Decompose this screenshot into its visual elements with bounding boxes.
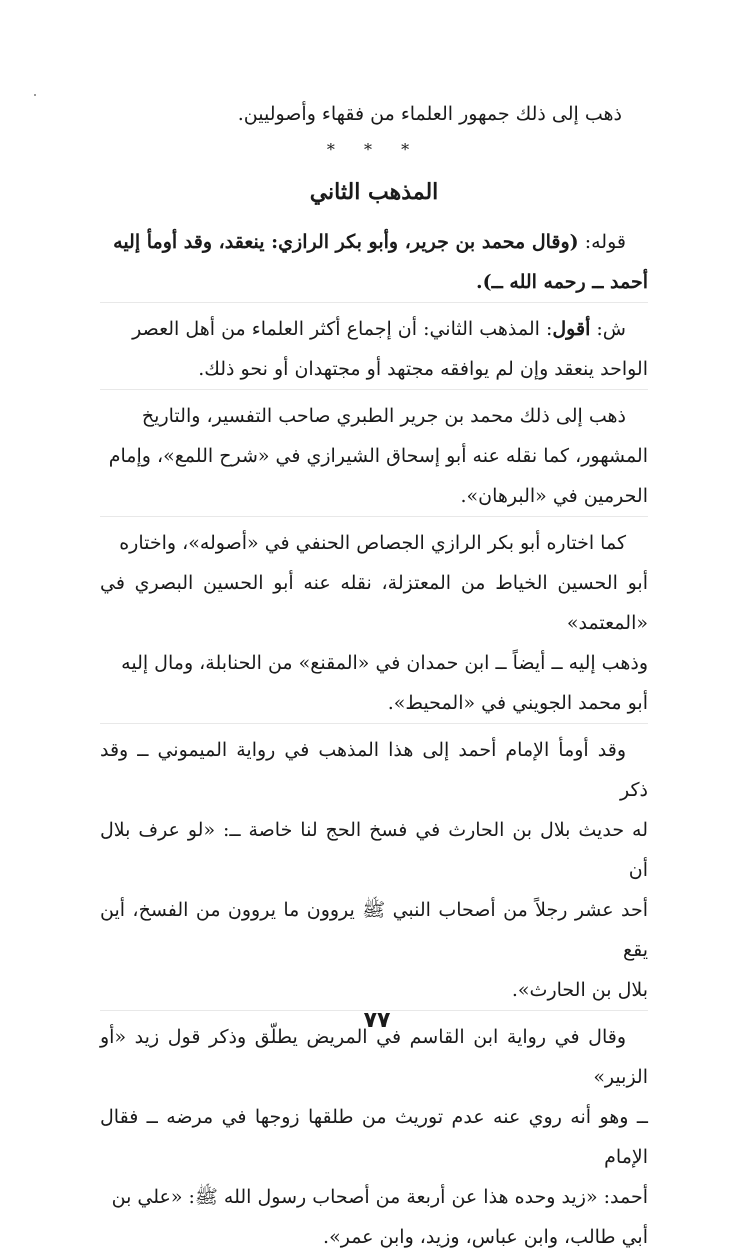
text-run: الواحد ينعقد وإن لم يوافقه مجتهد أو مجتهدان أو نحو ذلك. xyxy=(198,358,648,380)
text-line xyxy=(100,1177,648,1217)
text-run: : المذهب الثاني: أن إجماع أكثر العلماء من أهل العصر xyxy=(132,318,553,340)
text-run: له حديث بلال بن الحارث في فسخ الحج لنا خاصة ــ: «لو عرف بلال أن xyxy=(100,819,648,881)
paragraph-maymuni xyxy=(100,723,648,1010)
text-line xyxy=(100,563,648,643)
text-run: وذهب إليه ــ أيضاً ــ ابن حمدان في «المقنع» من الحنابلة، ومال إليه xyxy=(121,652,648,674)
paragraph-ibn-qasim xyxy=(100,1010,648,1257)
bold-text: (وقال محمد بن جرير، وأبو بكر الرازي: ينعقد، وقد أومأ إليه xyxy=(113,231,579,253)
text-line xyxy=(100,523,648,563)
text-line xyxy=(100,436,648,476)
text-run: المشهور، كما نقله عنه أبو إسحاق الشيرازي في «شرح اللمع»، وإمام xyxy=(108,445,648,467)
page-number: ٧٧ xyxy=(363,1008,391,1033)
text-line xyxy=(100,349,648,389)
text-run: وقد أومأ الإمام أحمد إلى هذا المذهب في رواية الميموني ــ وقد ذكر xyxy=(100,739,648,801)
text-run: قوله: xyxy=(578,231,626,253)
text-run: أبو محمد الجويني في «المحيط». xyxy=(387,692,648,714)
text-line xyxy=(100,1097,648,1177)
paragraphs xyxy=(100,216,648,1257)
opening-line: ذهب إلى ذلك جمهور العلماء من فقهاء وأصوليين. xyxy=(237,103,622,125)
paragraph-tabari xyxy=(100,389,648,516)
text-run: ذهب إلى ذلك محمد بن جرير الطبري صاحب التفسير، والتاريخ xyxy=(141,405,626,427)
page-body xyxy=(100,92,648,1257)
text-line xyxy=(100,222,648,262)
text-run: ــ وهو أنه روي عنه عدم توريث من طلقها زوجها في مرضه ــ فقال الإمام xyxy=(100,1106,648,1168)
section-heading: المذهب الثاني xyxy=(309,179,439,205)
paragraph-quote xyxy=(100,216,648,302)
text-line xyxy=(100,262,648,302)
text-run: أبو الحسين الخياط من المعتزلة، نقله عنه أبو الحسين البصري في «المعتمد» xyxy=(100,572,648,634)
text-run: أحمد: «زيد وحده هذا عن أربعة من أصحاب رسول الله ﷺ: «علي بن xyxy=(111,1186,648,1208)
text-run: وقال في رواية ابن القاسم في المريض يطلّق وذكر قول زيد «أو الزبير» xyxy=(100,1026,648,1088)
text-line xyxy=(100,890,648,970)
scan-speck xyxy=(34,94,36,96)
section-separator: * * * xyxy=(326,140,422,159)
text-line xyxy=(100,683,648,723)
bold-text: أحمد ــ رحمه الله ــ). xyxy=(476,271,648,293)
text-line xyxy=(100,309,648,349)
text-line xyxy=(100,810,648,890)
bold-text: أقول xyxy=(552,318,591,340)
text-run: كما اختاره أبو بكر الرازي الجصاص الحنفي في «أصوله»، واختاره xyxy=(119,532,626,554)
text-run: أحد عشر رجلاً من أصحاب النبي ﷺ يروون ما يروون من الفسخ، أين يقع xyxy=(100,899,648,961)
text-line xyxy=(100,970,648,1010)
text-line xyxy=(100,1217,648,1257)
text-line xyxy=(100,396,648,436)
text-line xyxy=(100,476,648,516)
text-run: ش: xyxy=(590,318,626,340)
text-line xyxy=(100,730,648,810)
text-run: أبي طالب، وابن عباس، وزيد، وابن عمر». xyxy=(323,1226,648,1248)
text-line xyxy=(100,643,648,683)
text-run: الحرمين في «البرهان». xyxy=(460,485,648,507)
paragraph-explanation xyxy=(100,302,648,389)
paragraph-jassas xyxy=(100,516,648,723)
text-run: بلال بن الحارث». xyxy=(511,979,648,1001)
